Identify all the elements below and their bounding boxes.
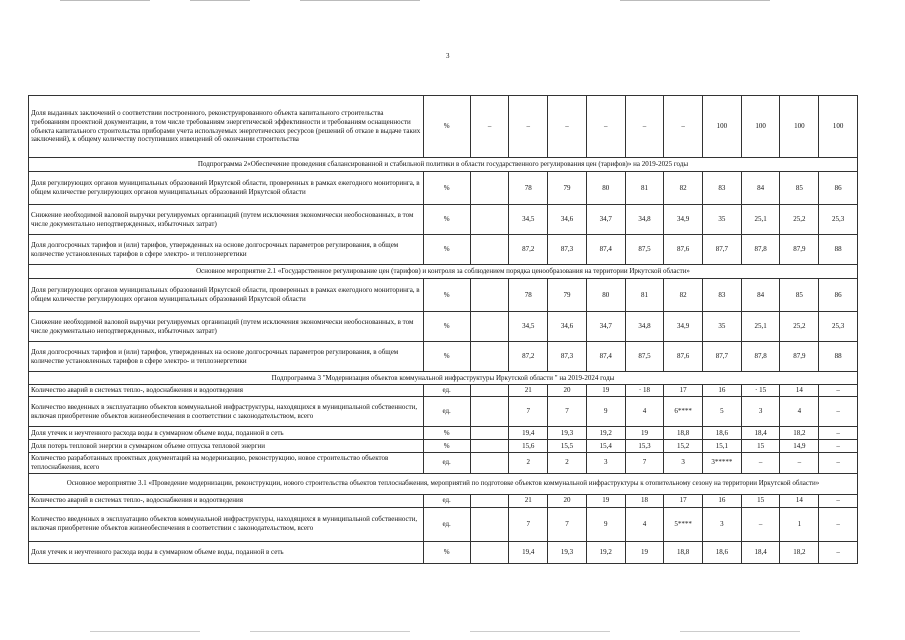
value-cell: 18,6 — [703, 427, 742, 440]
value-cell: 80 — [586, 279, 625, 312]
value-cell: – — [625, 96, 664, 158]
value-cell: 18 — [625, 494, 664, 507]
value-cell: 9 — [586, 507, 625, 541]
section-title: Основное мероприятие 3.1 «Проведение модернизации, реконструкции, нового строительства объектов теплоснабжения, мероприятий по подготовке объектов коммунальной инфраструктуры к отопительному сезону на территории Иркутской области» — [29, 473, 858, 494]
indicator-name: Доля долгосрочных тарифов и (или) тарифов, утвержденных на основе долгосрочных параметров регулирования, в общем количестве установленных тарифов в сфере электро- и теплоэнергетики — [29, 235, 424, 265]
indicator-row — [29, 235, 858, 265]
value-cell: 18,8 — [664, 427, 703, 440]
indicator-row — [29, 494, 858, 507]
indicator-row — [29, 397, 858, 427]
value-cell: 80 — [586, 172, 625, 205]
indicator-row — [29, 172, 858, 205]
value-cell: 81 — [625, 279, 664, 312]
value-cell: 25,1 — [741, 205, 780, 235]
value-cell: 3 — [586, 453, 625, 474]
value-cell: 15,6 — [509, 440, 548, 453]
value-cell: 34,9 — [664, 205, 703, 235]
value-cell: 21 — [509, 385, 548, 397]
indicator-unit: ед. — [423, 385, 470, 397]
value-cell: 7 — [509, 507, 548, 541]
value-cell-empty — [470, 494, 509, 507]
indicator-unit: % — [423, 342, 470, 372]
value-cell: 81 — [625, 172, 664, 205]
indicator-unit: % — [423, 235, 470, 265]
indicator-name: Количество введенных в эксплуатацию объектов коммунальной инфраструктуры, находящихся в муниципальной собственности, включая приобретение объектов жизнеобеспечения в соответствии с законодательством, всего — [29, 397, 424, 427]
indicator-unit: % — [423, 312, 470, 342]
value-cell: 17 — [664, 385, 703, 397]
indicator-unit: % — [423, 541, 470, 563]
value-cell: 78 — [509, 279, 548, 312]
value-cell: · 15 — [741, 385, 780, 397]
value-cell: 19,4 — [509, 427, 548, 440]
value-cell: 100 — [703, 96, 742, 158]
indicator-name: Снижение необходимой валовой выручки регулируемых организаций (путем исключения экономически необоснованных, в том числе документально неподтвержденных, избыточных затрат) — [29, 312, 424, 342]
value-cell: 87,7 — [703, 342, 742, 372]
value-cell: 87,6 — [664, 342, 703, 372]
value-cell: 18,6 — [703, 541, 742, 563]
value-cell: – — [819, 494, 858, 507]
value-cell: 34,8 — [625, 205, 664, 235]
indicator-unit: ед. — [423, 507, 470, 541]
section-header-row — [29, 473, 858, 494]
value-cell: 19 — [586, 385, 625, 397]
value-cell: 83 — [703, 172, 742, 205]
value-cell: 2 — [509, 453, 548, 474]
indicator-name: Количество введенных в эксплуатацию объектов коммунальной инфраструктуры, находящихся в муниципальной собственности, включая приобретение объектов жизнеобеспечения в соответствии с законодательством, всего — [29, 507, 424, 541]
value-cell: 20 — [548, 494, 587, 507]
indicator-name: Количество аварий в системах тепло-, водоснабжения и водоотведения — [29, 385, 424, 397]
value-cell: 82 — [664, 279, 703, 312]
indicator-unit: % — [423, 279, 470, 312]
indicator-row — [29, 279, 858, 312]
indicator-name: Доля утечек и неучтенного расхода воды в суммарном объеме воды, поданной в сеть — [29, 427, 424, 440]
value-cell: 87,5 — [625, 235, 664, 265]
section-header-row — [29, 372, 858, 385]
value-cell: 84 — [741, 279, 780, 312]
value-cell: – — [819, 397, 858, 427]
value-cell: 20 — [548, 385, 587, 397]
value-cell: 25,2 — [780, 205, 819, 235]
value-cell: – — [470, 96, 509, 158]
value-cell: 100 — [741, 96, 780, 158]
value-cell: 15 — [741, 494, 780, 507]
value-cell-empty — [470, 385, 509, 397]
value-cell-empty — [470, 279, 509, 312]
value-cell: – — [780, 453, 819, 474]
value-cell: 83 — [703, 279, 742, 312]
value-cell: 4 — [625, 507, 664, 541]
value-cell-empty — [470, 507, 509, 541]
value-cell: 87,3 — [548, 235, 587, 265]
indicator-row — [29, 453, 858, 474]
indicator-name: Доля регулирующих органов муниципальных образований Иркутской области, проверенных в рамках ежегодного мониторинга, в общем количестве регулирующих органов муниципальных образований Иркутской области — [29, 172, 424, 205]
value-cell: 15,2 — [664, 440, 703, 453]
value-cell: 87,2 — [509, 235, 548, 265]
indicator-name: Снижение необходимой валовой выручки регулируемых организаций (путем исключения экономически необоснованных, в том числе документально неподтвержденных, избыточных затрат) — [29, 205, 424, 235]
value-cell: 19,2 — [586, 541, 625, 563]
value-cell: 16 — [703, 385, 742, 397]
value-cell: 25,3 — [819, 312, 858, 342]
value-cell: 19,3 — [548, 541, 587, 563]
value-cell: 19,2 — [586, 427, 625, 440]
value-cell: 14 — [780, 494, 819, 507]
value-cell: 18,8 — [664, 541, 703, 563]
section-title: Подпрограмма 2«Обеспечение проведения сбалансированной и стабильной политики в области государственного регулирования цен (тарифов)» на 2019-2025 годы — [29, 158, 858, 172]
value-cell: 86 — [819, 279, 858, 312]
value-cell: 79 — [548, 279, 587, 312]
section-title: Основное мероприятие 2.1 «Государственное регулирование цен (тарифов) и контроля за соблюдением порядка ценообразования на территории Иркутской области» — [29, 265, 858, 279]
value-cell: 6**** — [664, 397, 703, 427]
value-cell: – — [819, 385, 858, 397]
indicator-row — [29, 440, 858, 453]
indicator-unit: % — [423, 427, 470, 440]
indicator-row — [29, 342, 858, 372]
value-cell: 16 — [703, 494, 742, 507]
value-cell: 78 — [509, 172, 548, 205]
value-cell: 5**** — [664, 507, 703, 541]
value-cell: – — [586, 96, 625, 158]
value-cell-empty — [470, 342, 509, 372]
indicator-unit: % — [423, 96, 470, 158]
value-cell: 87,4 — [586, 342, 625, 372]
value-cell: 87,4 — [586, 235, 625, 265]
value-cell: 19,4 — [509, 541, 548, 563]
value-cell: 100 — [819, 96, 858, 158]
value-cell: 87,9 — [780, 235, 819, 265]
value-cell: 88 — [819, 342, 858, 372]
indicator-unit: % — [423, 440, 470, 453]
value-cell: 19 — [625, 427, 664, 440]
value-cell: 87,3 — [548, 342, 587, 372]
indicator-name: Доля выданных заключений о соответствии построенного, реконструированного объекта капитального строительства требованиям проектной документации, в том числе требованиям энергетической эффективности и требованиям оснащенности объекта капитального строительства приборами учета используемых энергетических ресурсов (решений об отказе в выдаче таких заключений), к общему количеству поступивших извещений об окончании строительства — [29, 96, 424, 158]
value-cell: – — [819, 427, 858, 440]
indicator-name: Доля утечек и неучтенного расхода воды в суммарном объеме воды, поданной в сеть — [29, 541, 424, 563]
indicator-row — [29, 312, 858, 342]
value-cell: 7 — [625, 453, 664, 474]
indicators-table — [28, 95, 858, 564]
value-cell: 34,7 — [586, 205, 625, 235]
value-cell-empty — [470, 172, 509, 205]
value-cell: 14 — [780, 385, 819, 397]
indicator-unit: ед. — [423, 494, 470, 507]
value-cell: 25,3 — [819, 205, 858, 235]
value-cell: 7 — [548, 507, 587, 541]
value-cell: 82 — [664, 172, 703, 205]
indicator-unit: % — [423, 205, 470, 235]
value-cell: 9 — [586, 397, 625, 427]
section-header-row — [29, 265, 858, 279]
value-cell: 3 — [664, 453, 703, 474]
value-cell: 18,2 — [780, 541, 819, 563]
value-cell: – — [664, 96, 703, 158]
indicator-unit: ед. — [423, 453, 470, 474]
value-cell: 34,6 — [548, 312, 587, 342]
value-cell: 5 — [703, 397, 742, 427]
value-cell: – — [819, 507, 858, 541]
value-cell: 25,1 — [741, 312, 780, 342]
value-cell: 14,9 — [780, 440, 819, 453]
value-cell-empty — [470, 427, 509, 440]
indicator-name: Количество аварий в системах тепло-, водоснабжения и водоотведения — [29, 494, 424, 507]
value-cell: 17 — [664, 494, 703, 507]
value-cell: 1 — [780, 507, 819, 541]
value-cell: 87,5 — [625, 342, 664, 372]
value-cell: 3***** — [703, 453, 742, 474]
indicator-name: Доля потерь тепловой энергии в суммарном объеме отпуска тепловой энергии — [29, 440, 424, 453]
value-cell: 35 — [703, 312, 742, 342]
value-cell-empty — [470, 541, 509, 563]
value-cell: – — [819, 453, 858, 474]
value-cell: 100 — [780, 96, 819, 158]
value-cell: – — [819, 440, 858, 453]
value-cell: 34,6 — [548, 205, 587, 235]
value-cell: 15 — [741, 440, 780, 453]
value-cell: – — [509, 96, 548, 158]
value-cell: 85 — [780, 172, 819, 205]
value-cell: 4 — [780, 397, 819, 427]
value-cell: – — [741, 453, 780, 474]
indicator-name: Доля долгосрочных тарифов и (или) тарифов, утвержденных на основе долгосрочных параметров регулирования, в общем количестве установленных тарифов в сфере электро- и теплоэнергетики — [29, 342, 424, 372]
value-cell: · 18 — [625, 385, 664, 397]
value-cell: 87,9 — [780, 342, 819, 372]
value-cell: 15,3 — [625, 440, 664, 453]
value-cell: 7 — [509, 397, 548, 427]
value-cell-empty — [470, 205, 509, 235]
value-cell: 18,4 — [741, 541, 780, 563]
value-cell: 34,8 — [625, 312, 664, 342]
value-cell: 18,2 — [780, 427, 819, 440]
value-cell: – — [819, 541, 858, 563]
value-cell: 87,8 — [741, 342, 780, 372]
value-cell-empty — [470, 397, 509, 427]
value-cell: 85 — [780, 279, 819, 312]
value-cell: 34,9 — [664, 312, 703, 342]
value-cell: 79 — [548, 172, 587, 205]
section-header-row — [29, 158, 858, 172]
value-cell: 34,5 — [509, 205, 548, 235]
indicator-name: Количество разработанных проектных документаций на модернизацию, реконструкцию, новое строительство объектов теплоснабжения, всего — [29, 453, 424, 474]
value-cell: 84 — [741, 172, 780, 205]
indicator-row — [29, 385, 858, 397]
indicator-name: Доля регулирующих органов муниципальных образований Иркутской области, проверенных в рамках ежегодного мониторинга, в общем количестве регулирующих органов муниципальных образований Иркутской области — [29, 279, 424, 312]
indicator-row — [29, 541, 858, 563]
value-cell: 86 — [819, 172, 858, 205]
value-cell: 19 — [625, 541, 664, 563]
indicator-unit: % — [423, 172, 470, 205]
value-cell: – — [548, 96, 587, 158]
indicator-row — [29, 96, 858, 158]
value-cell: 15,5 — [548, 440, 587, 453]
value-cell: 34,5 — [509, 312, 548, 342]
value-cell: 87,7 — [703, 235, 742, 265]
value-cell: 87,2 — [509, 342, 548, 372]
value-cell: 3 — [703, 507, 742, 541]
value-cell-empty — [470, 312, 509, 342]
value-cell: 35 — [703, 205, 742, 235]
value-cell: 87,8 — [741, 235, 780, 265]
value-cell: 4 — [625, 397, 664, 427]
indicator-unit: ед. — [423, 397, 470, 427]
value-cell: 2 — [548, 453, 587, 474]
value-cell-empty — [470, 235, 509, 265]
value-cell: 15,4 — [586, 440, 625, 453]
value-cell: 25,2 — [780, 312, 819, 342]
value-cell: 88 — [819, 235, 858, 265]
value-cell: 15,1 — [703, 440, 742, 453]
indicator-row — [29, 427, 858, 440]
indicator-row — [29, 205, 858, 235]
value-cell: 7 — [548, 397, 587, 427]
value-cell-empty — [470, 453, 509, 474]
page-number: 3 — [446, 52, 450, 60]
value-cell: 18,4 — [741, 427, 780, 440]
value-cell: – — [741, 507, 780, 541]
value-cell: 19 — [586, 494, 625, 507]
value-cell: 34,7 — [586, 312, 625, 342]
value-cell-empty — [470, 440, 509, 453]
value-cell: 19,3 — [548, 427, 587, 440]
value-cell: 87,6 — [664, 235, 703, 265]
value-cell: 3 — [741, 397, 780, 427]
section-title: Подпрограмма 3 "Модернизация объектов коммунальной инфраструктуры Иркутской области " на 2019-2024 годы — [29, 372, 858, 385]
value-cell: 21 — [509, 494, 548, 507]
indicator-row — [29, 507, 858, 541]
